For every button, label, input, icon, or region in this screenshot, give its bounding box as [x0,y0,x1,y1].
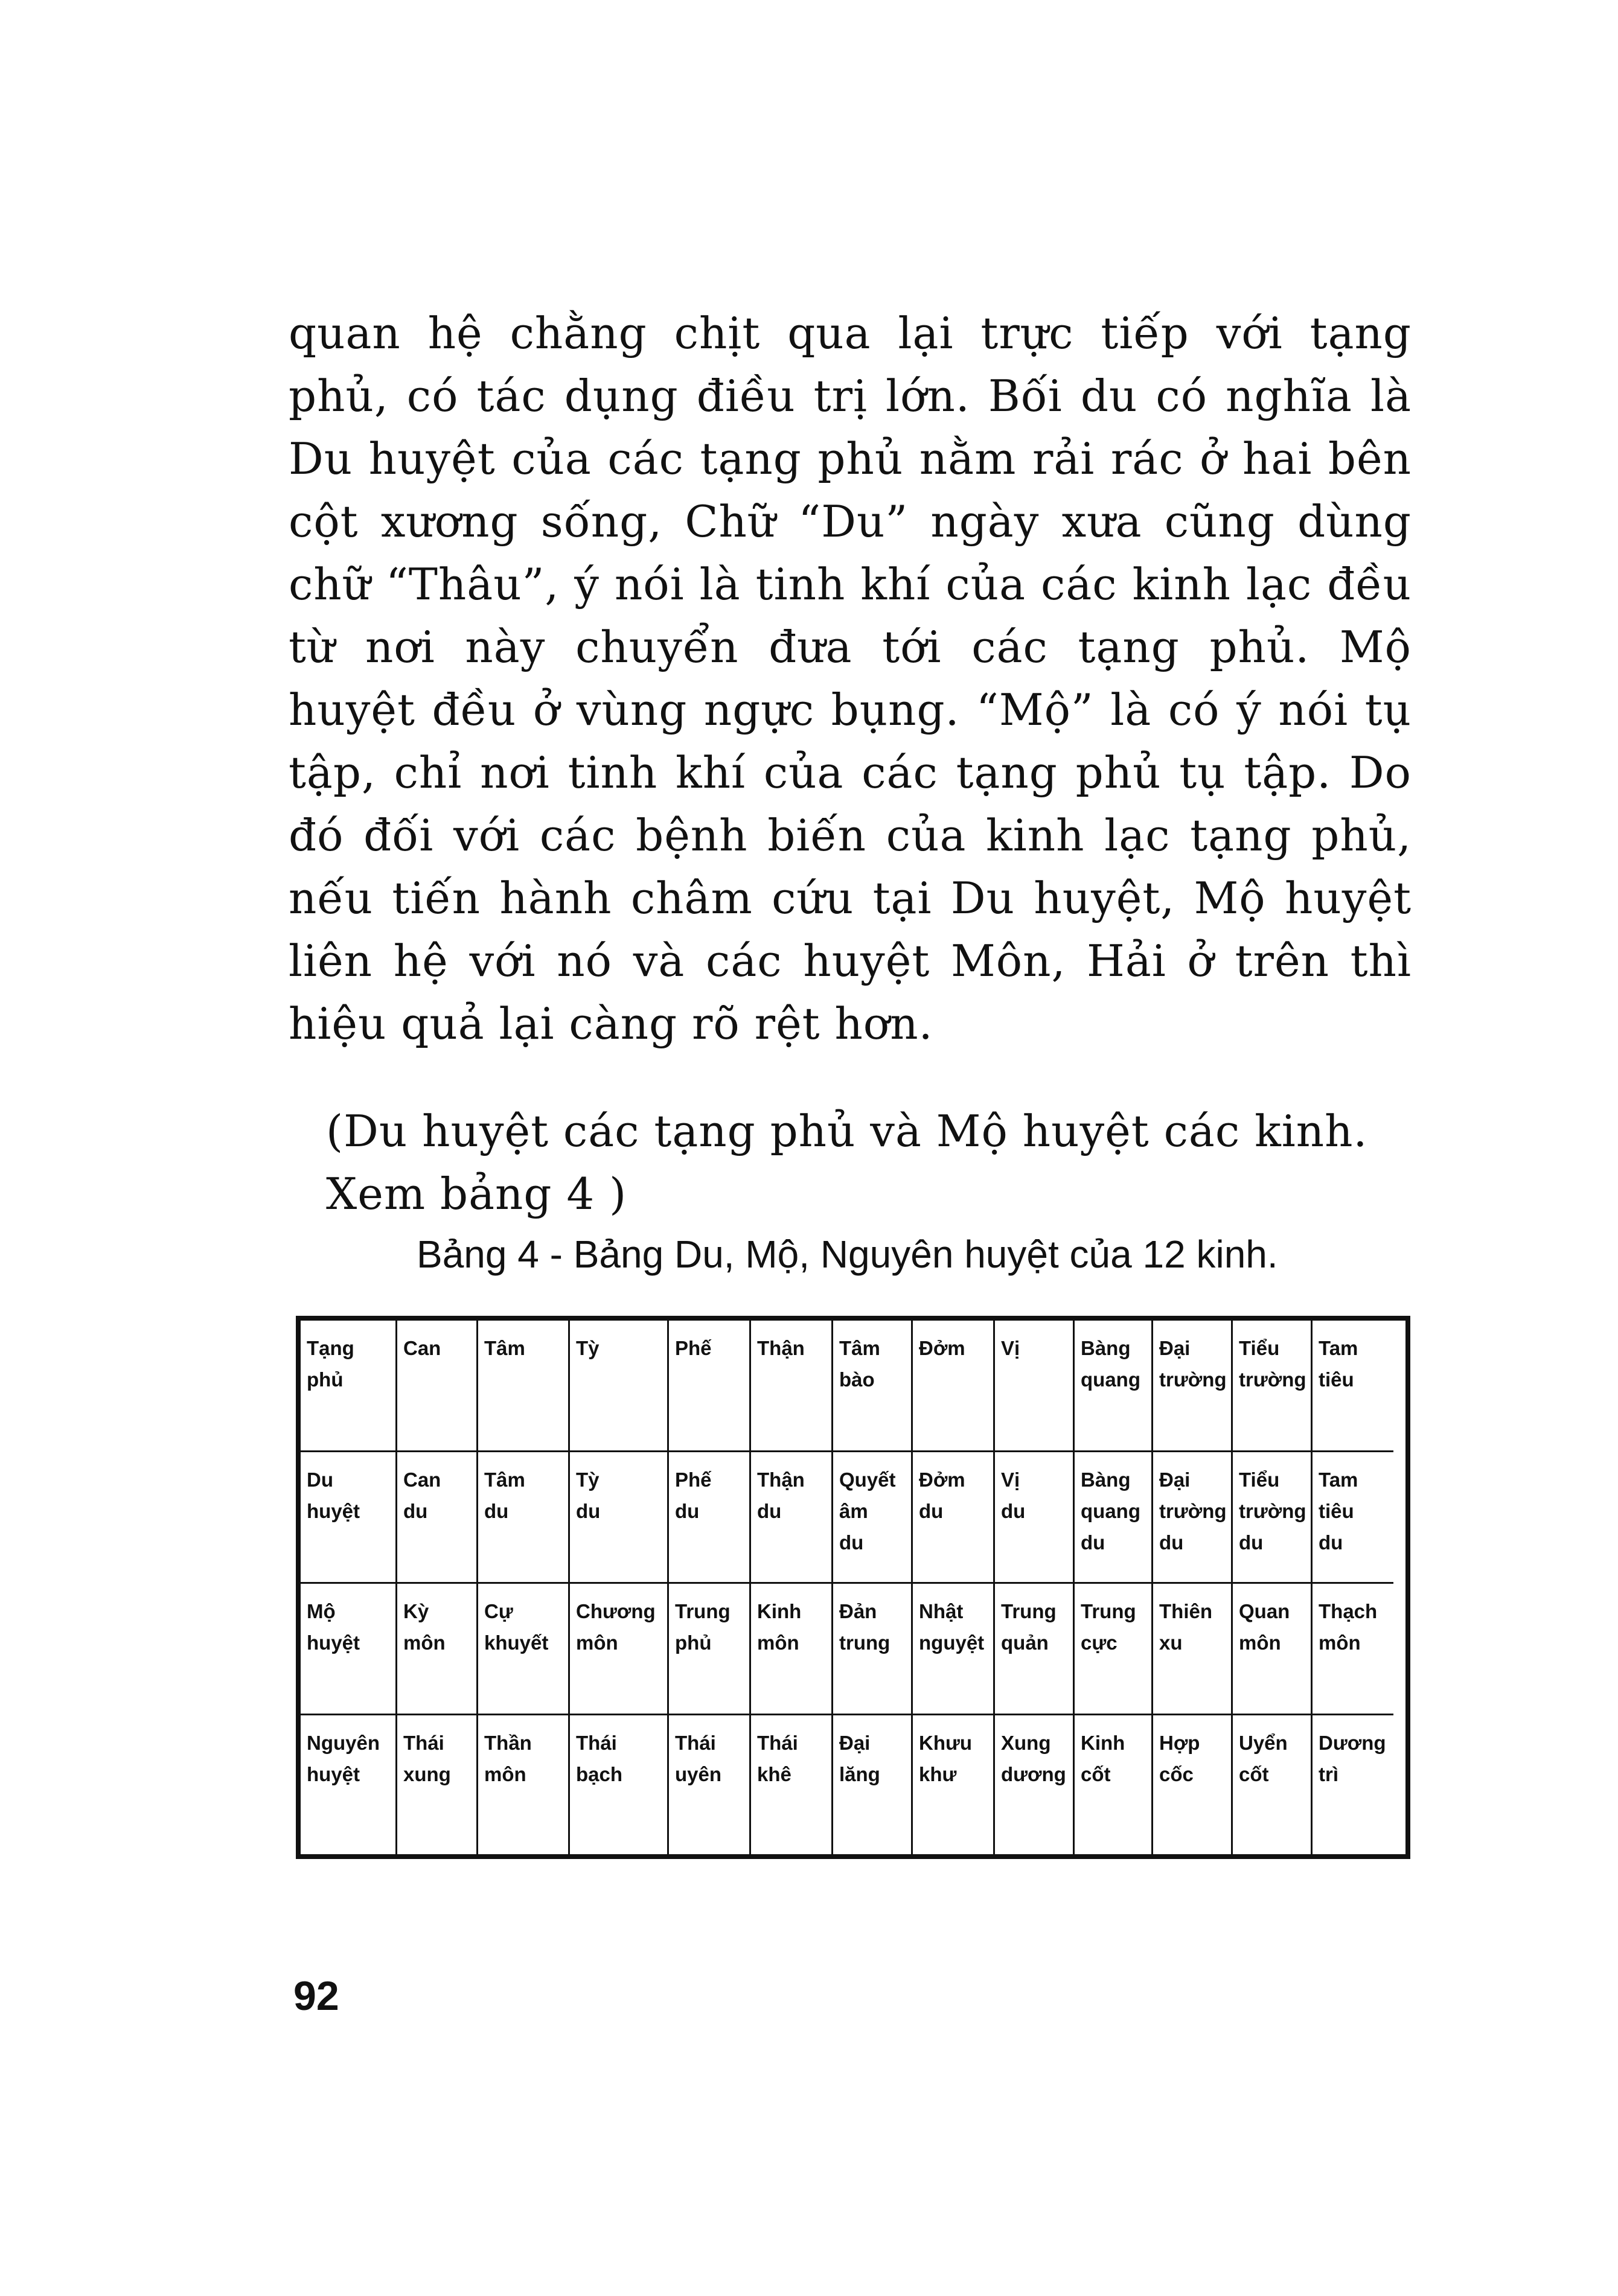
table-cell: Xung dương [995,1715,1075,1854]
table-cell: Quan môn [1233,1584,1313,1715]
acupoint-table [296,1316,1410,1859]
table-cell: Tam tiêu [1313,1321,1393,1452]
table-cell: Đại trường [1153,1321,1233,1452]
table-cell: Nguyên huyệt [301,1715,397,1854]
table-cell: Dương trì [1319,1732,1386,1785]
table-cell: Tỳ [570,1321,669,1452]
table-caption: Bảng 4 - Bảng Du, Mộ, Nguyên huyệt của 12 kinh. [417,1233,1278,1276]
table-cell: Du huyệt [301,1452,397,1584]
table-cell: Thạch môn [1313,1584,1393,1715]
table-cell: Quyết âm du [833,1452,913,1584]
table-cell: Tâm [478,1321,570,1452]
table-cell: Trung cực [1075,1584,1153,1715]
table-cell: Thận du [751,1452,833,1584]
table-cell: Hợp cốc [1153,1715,1233,1854]
table-cell: Phế [669,1321,751,1452]
table-cell: Tam tiêu du [1313,1452,1393,1584]
table-cell: Tỳ du [570,1452,669,1584]
table-cell: Bàng quang [1075,1321,1153,1452]
table-cell: Trung quản [995,1584,1075,1715]
table-cell: Vị du [995,1452,1075,1584]
table-cell: Đởm [913,1321,995,1452]
table-cell: Tiểu trường du [1233,1452,1313,1584]
page-number: 92 [293,1973,339,2019]
table-cell: Thái bạch [570,1715,669,1854]
table-cell: Trung phủ [669,1584,751,1715]
table-cell: Thần môn [478,1715,570,1854]
table-cell: Đởm du [913,1452,995,1584]
body-paragraph: quan hệ chằng chịt qua lại trực tiếp với tạng phủ, có tác dụng điều trị lớn. Bối du có nghĩa là Du huyệt của các tạng phủ nằm rải rác ở hai bên cột xương sống, Chữ “Du” ngày xưa cũng dùng chữ “Thâu”, ý nói là tinh khí của các kinh lạc đều từ nơi này chuyển đưa tới các tạng phủ. Mộ huyệt đều ở vùng ngực bụng. “Mộ” là có ý nói tụ tập, chỉ nơi tinh khí của các tạng phủ tụ tập. Do đó đối với các bệnh biến của kinh lạc tạng phủ, nếu tiến hành châm cứu tại Du huyệt, Mộ huyệt liên hệ với nó và các huyệt Môn, Hải ở trên thì hiệu quả lại càng rõ rệt hơn. [289,308,1412,1049]
table-cell: Tâm du [478,1452,570,1584]
table-cell: Tiểu trường [1233,1321,1313,1452]
table-cell: Can du [397,1452,478,1584]
table-cell: Đản trung [833,1584,913,1715]
table-cell: Chương môn [570,1584,669,1715]
table-cell: Vị [995,1321,1075,1452]
table-cell: Phế du [669,1452,751,1584]
table-reference-note: (Du huyệt các tạng phủ và Mộ huyệt các kinh. Xem bảng 4 ) [326,1106,1368,1219]
table-cell: Kỳ môn [397,1584,478,1715]
table-cell: Cự khuyết [478,1584,570,1715]
table-cell: Thiên xu [1153,1584,1233,1715]
table-cell: Tạng phủ [301,1321,397,1452]
table-cell: Bàng quang du [1075,1452,1153,1584]
table-cell: Can [397,1321,478,1452]
table-cell: Kinh môn [751,1584,833,1715]
table-cell: Khưu khư [913,1715,995,1854]
table-cell: Thái khê [751,1715,833,1854]
table-cell: Mộ huyệt [301,1584,397,1715]
table-cell: Đại lăng [833,1715,913,1854]
table-cell: Đại trường du [1153,1452,1233,1584]
table-cell: Tâm bào [833,1321,913,1452]
table-cell: Uyển cốt [1233,1715,1313,1854]
table-cell: Thái xung [397,1715,478,1854]
table-cell: Thái uyên [669,1715,751,1854]
table-cell: Kinh cốt [1075,1715,1153,1854]
table-cell: Thận [751,1321,833,1452]
table-cell: Nhật nguyệt [913,1584,995,1715]
